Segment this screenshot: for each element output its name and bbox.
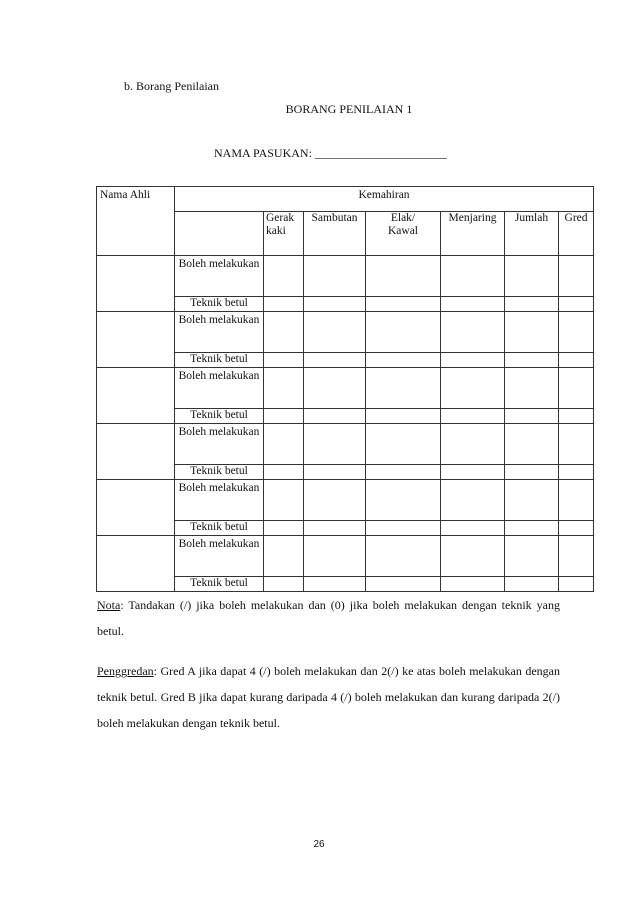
criterion-teknik-betul: Teknik betul [175,465,264,480]
criterion-boleh-melakukan: Boleh melakukan [175,368,264,409]
score-cell[interactable] [366,368,441,409]
score-cell[interactable] [366,480,441,521]
header-elak-line-1: Elak/ [390,212,416,224]
criterion-teknik-betul: Teknik betul [175,353,264,368]
grading-text: : Gred A jika dapat 4 (/) boleh melakukan dan 2(/) ke atas boleh melakukan dengan teknik betul. Gred B jika dapat kurang daripada 4 (/) boleh melakukan dan kurang daripada 2(/) boleh melakukan dengan teknik betul. [97,664,560,730]
expert-name-cell[interactable] [97,424,175,480]
expert-name-cell[interactable] [97,312,175,368]
score-cell[interactable] [505,409,559,424]
score-cell[interactable] [366,521,441,536]
criterion-teknik-betul: Teknik betul [175,521,264,536]
score-cell[interactable] [441,577,505,592]
score-cell[interactable] [441,424,505,465]
criterion-teknik-betul: Teknik betul [175,297,264,312]
score-cell[interactable] [441,256,505,297]
header-kemahiran: Kemahiran [175,187,594,212]
header-elak-line-2: Kawal [387,225,418,237]
score-cell[interactable] [441,480,505,521]
score-cell[interactable] [559,409,594,424]
score-cell[interactable] [441,465,505,480]
score-cell[interactable] [304,297,366,312]
criterion-boleh-melakukan: Boleh melakukan [175,480,264,521]
score-cell[interactable] [264,521,304,536]
score-cell[interactable] [264,424,304,465]
score-cell[interactable] [366,577,441,592]
form-title: BORANG PENILAIAN 1 [285,102,413,116]
header-nama-ahli: Nama Ahli [97,187,175,256]
score-cell[interactable] [304,312,366,353]
score-cell[interactable] [366,297,441,312]
score-cell[interactable] [559,256,594,297]
score-cell[interactable] [304,536,366,577]
score-cell[interactable] [559,353,594,368]
header-gred: Gred [559,212,594,256]
score-cell[interactable] [264,480,304,521]
header-jumlah: Jumlah [505,212,559,256]
score-cell[interactable] [264,353,304,368]
score-cell[interactable] [441,409,505,424]
score-cell[interactable] [505,577,559,592]
grading-paragraph [97,658,560,736]
score-cell[interactable] [366,256,441,297]
score-cell[interactable] [304,368,366,409]
criterion-boleh-melakukan: Boleh melakukan [175,256,264,297]
score-cell[interactable] [264,297,304,312]
score-cell[interactable] [366,465,441,480]
score-cell[interactable] [505,312,559,353]
expert-name-cell[interactable] [97,480,175,536]
score-cell[interactable] [304,424,366,465]
note-paragraph [97,592,560,644]
score-cell[interactable] [505,521,559,536]
score-cell[interactable] [304,521,366,536]
score-cell[interactable] [559,312,594,353]
expert-name-cell[interactable] [97,256,175,312]
score-cell[interactable] [441,521,505,536]
score-cell[interactable] [441,312,505,353]
header-gerak-kaki [264,212,304,256]
score-cell[interactable] [559,465,594,480]
score-cell[interactable] [505,297,559,312]
score-cell[interactable] [304,577,366,592]
score-cell[interactable] [559,480,594,521]
score-cell[interactable] [505,536,559,577]
score-cell[interactable] [505,480,559,521]
score-cell[interactable] [559,521,594,536]
score-cell[interactable] [366,424,441,465]
section-heading: b. Borang Penilaian [124,79,219,93]
score-cell[interactable] [505,353,559,368]
expert-name-cell[interactable] [97,368,175,424]
score-cell[interactable] [505,368,559,409]
score-cell[interactable] [304,480,366,521]
expert-name-cell[interactable] [97,536,175,592]
score-cell[interactable] [304,409,366,424]
score-cell[interactable] [366,409,441,424]
score-cell[interactable] [559,297,594,312]
page-number: 26 [313,839,325,850]
score-cell[interactable] [304,465,366,480]
score-cell[interactable] [559,368,594,409]
header-sambutan: Sambutan [304,212,366,256]
note-text: : Tandakan (/) jika boleh melakukan dan (0) jika boleh melakukan dengan teknik yang betul. [97,598,560,638]
score-cell[interactable] [441,536,505,577]
header-menjaring: Menjaring [441,212,505,256]
score-cell[interactable] [505,465,559,480]
note-label: Nota [97,598,121,612]
score-cell[interactable] [366,536,441,577]
score-cell[interactable] [264,368,304,409]
score-cell[interactable] [264,465,304,480]
score-cell[interactable] [304,256,366,297]
score-cell[interactable] [264,312,304,353]
assessment-table [96,186,594,592]
header-criterion-blank [175,212,264,256]
score-cell[interactable] [441,297,505,312]
squad-name-line: NAMA PASUKAN: ______________________ [214,146,447,160]
score-cell[interactable] [264,536,304,577]
criterion-teknik-betul: Teknik betul [175,577,264,592]
score-cell[interactable] [264,409,304,424]
header-elak-kawal [366,212,441,256]
header-gerak-line-2: kaki [266,225,286,237]
score-cell[interactable] [559,577,594,592]
score-cell[interactable] [264,256,304,297]
score-cell[interactable] [441,353,505,368]
score-cell[interactable] [441,368,505,409]
criterion-boleh-melakukan: Boleh melakukan [175,312,264,353]
criterion-boleh-melakukan: Boleh melakukan [175,536,264,577]
score-cell[interactable] [366,312,441,353]
score-cell[interactable] [264,577,304,592]
grading-label: Penggredan [97,664,154,678]
header-gerak-line-1: Gerak [266,212,295,224]
score-cell[interactable] [505,424,559,465]
score-cell[interactable] [559,536,594,577]
score-cell[interactable] [366,353,441,368]
score-cell[interactable] [505,256,559,297]
criterion-boleh-melakukan: Boleh melakukan [175,424,264,465]
score-cell[interactable] [304,353,366,368]
criterion-teknik-betul: Teknik betul [175,409,264,424]
score-cell[interactable] [559,424,594,465]
